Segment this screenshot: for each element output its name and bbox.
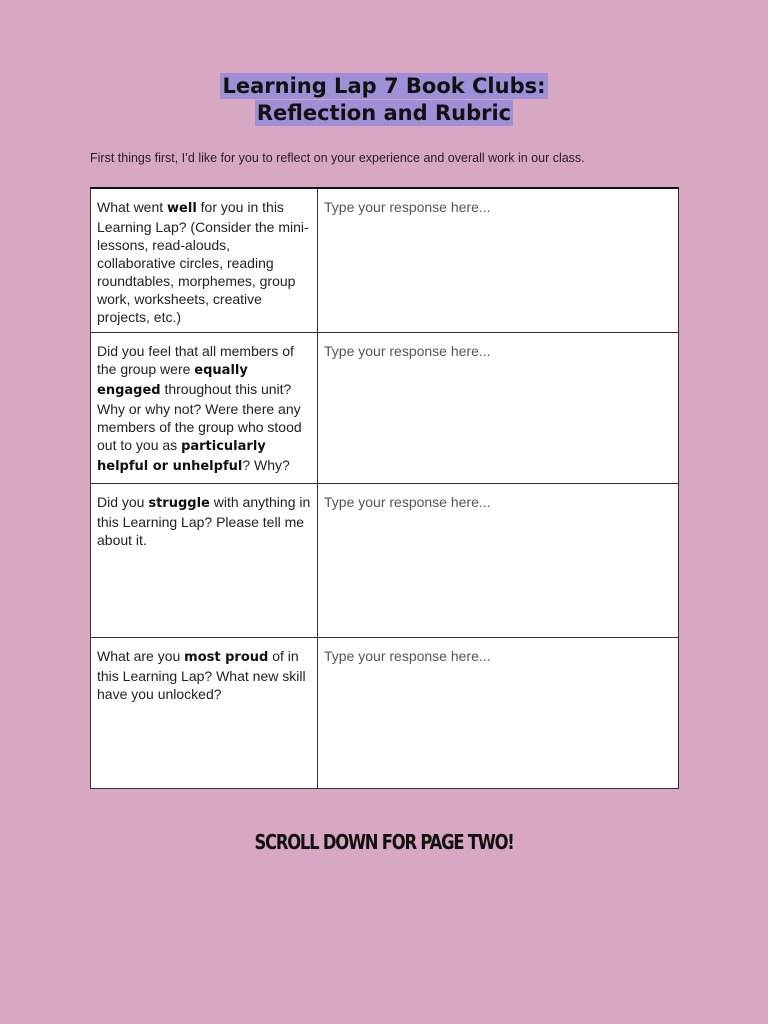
question-cell: Did you struggle with anything in this Learning Lap? Please tell me about it.	[91, 484, 318, 638]
document-title	[0, 73, 768, 127]
response-field[interactable]: Type your response here...	[318, 638, 679, 789]
response-field[interactable]: Type your response here...	[318, 484, 679, 638]
table-row	[91, 188, 679, 333]
response-field[interactable]: Type your response here...	[318, 188, 679, 333]
question-cell: Did you feel that all members of the group were equally engaged throughout this unit? Why or why not? Were there any members of the group who stood out to you as particularly helpful or unhelpful? Why?	[91, 333, 318, 484]
response-field[interactable]: Type your response here...	[318, 333, 679, 484]
table-row	[91, 638, 679, 789]
title-line-2: Reflection and Rubric	[256, 101, 512, 125]
intro-text: First things first, I’d like for you to reflect on your experience and overall work in our class.	[90, 151, 585, 165]
reflection-table	[90, 187, 679, 789]
table-row	[91, 333, 679, 484]
question-cell: What are you most proud of in this Learning Lap? What new skill have you unlocked?	[91, 638, 318, 789]
scroll-down-note: SCROLL DOWN FOR PAGE TWO!	[254, 830, 514, 854]
question-cell: What went well for you in this Learning Lap? (Consider the mini-lessons, read-alouds, collaborative circles, reading roundtables, morphemes, group work, worksheets, creative projects, etc.)	[91, 188, 318, 333]
table-row	[91, 484, 679, 638]
title-line-1: Learning Lap 7 Book Clubs:	[222, 74, 546, 98]
